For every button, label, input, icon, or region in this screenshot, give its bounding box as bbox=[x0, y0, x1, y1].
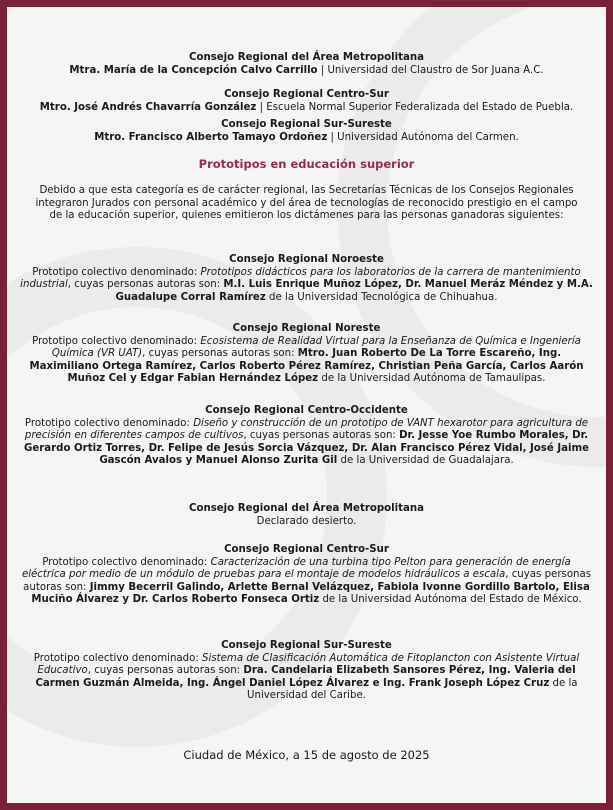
authors: Dr. Jesse Yoe Rumbo Morales, Dr. Gerardo Ortiz Torres, Dr. Felipe de Jesús Sorcia Vázquez, Dr. Alan Francisco Pérez Vidal, José Jaime Gascón Avalos y Manuel Alonso Zurita Gil bbox=[23, 430, 590, 467]
heading: Consejo Regional Noreste bbox=[232, 323, 381, 334]
award-text: Declarado desierto. bbox=[256, 515, 357, 527]
text-pre: Prototipo colectivo denominado: bbox=[32, 266, 201, 278]
award-centro-sur bbox=[19, 544, 594, 607]
text-pre: Prototipo colectivo denominado: bbox=[42, 556, 211, 568]
institution: de la Universidad de Guadalajara. bbox=[337, 455, 514, 467]
text-pre: Prototipo colectivo denominado: bbox=[33, 652, 203, 664]
person: Mtra. María de la Concepción Calvo Carrillo bbox=[69, 64, 318, 76]
document-page bbox=[7, 7, 606, 803]
text-pre: Prototipo colectivo denominado: bbox=[32, 335, 201, 347]
jury-line bbox=[17, 65, 596, 78]
award-text bbox=[19, 653, 594, 703]
institution: de la Universidad Autónoma del Estado de México. bbox=[319, 594, 582, 606]
heading: Consejo Regional Noroeste bbox=[229, 254, 384, 265]
heading: Consejo Regional del Área Metropolitana bbox=[188, 503, 424, 514]
institution: | Escuela Normal Superior Federalizada del Estado de Puebla. bbox=[256, 101, 574, 113]
authors: Mtro. Juan Roberto De La Torre Escareño, Ing. Maximiliano Ortega Ramírez, Carlos Roberto Pérez Ramírez, Christian Peña García, Carlos Aarón Muñoz Cel y Edgar Fabian Hernández López bbox=[29, 348, 584, 385]
award-text bbox=[19, 336, 594, 386]
heading: Consejo Regional Centro-Sur bbox=[224, 544, 389, 555]
heading: Consejo Regional Sur-Sureste bbox=[221, 119, 392, 130]
award-centro-occidente bbox=[19, 405, 594, 468]
institution: | Universidad del Claustro de Sor Juana A.C. bbox=[317, 64, 544, 76]
authors: Dra. Candelaria Elizabeth Sansores Pérez, Ing. Valeria del Carmen Guzmán Almeida, Ing. Ángel Daniel López Álvarez e Ing. Frank Joseph López Cruz bbox=[35, 665, 576, 689]
authors: M.I. Luis Enrique Muñoz López, Dr. Manuel Meráz Méndez y M.A. Guadalupe Corral Ramírez bbox=[115, 279, 593, 303]
prototype-title: Ecosistema de Realidad Virtual para la Enseñanza de Química e Ingeniería Química (VR UAT) bbox=[51, 335, 581, 360]
heading: Consejo Regional Centro-Occidente bbox=[205, 405, 408, 416]
institution: | Universidad Autónoma del Carmen. bbox=[327, 131, 519, 143]
award-metro bbox=[17, 503, 596, 528]
text-mid: , cuyas personas autoras son: bbox=[243, 430, 400, 442]
heading: Consejo Regional Centro-Sur bbox=[224, 89, 389, 100]
prototype-title: Prototipos didácticos para los laboratorios de la carrera de mantenimiento industrial bbox=[20, 266, 581, 291]
institution: de la Universidad Autónoma de Tamaulipas. bbox=[318, 373, 546, 385]
text-pre: Prototipo colectivo denominado: bbox=[24, 417, 194, 429]
closing-date: Ciudad de México, a 15 de agosto de 2025 bbox=[183, 748, 430, 762]
text-mid: , cuyas personas autoras son: bbox=[23, 569, 592, 593]
section-title: Prototipos en educación superior bbox=[198, 157, 415, 171]
award-noroeste bbox=[19, 254, 594, 304]
award-text bbox=[19, 418, 594, 468]
authors: Jimmy Becerril Galindo, Arlette Bernal Velázquez, Fabiola Ivonne Gordillo Bartolo, Elisa Muciño Álvarez y Dr. Carlos Roberto Fonseca Ortiz bbox=[31, 581, 590, 606]
institution: de la Universidad Tecnológica de Chihuahua. bbox=[265, 291, 498, 303]
jury-line bbox=[17, 102, 596, 115]
award-sur-sureste bbox=[19, 640, 594, 703]
jury-line bbox=[17, 132, 596, 145]
text-mid: , cuyas personas autoras son: bbox=[67, 279, 224, 291]
heading: Consejo Regional Sur-Sureste bbox=[221, 640, 392, 651]
jury-centro-sur bbox=[17, 89, 596, 114]
institution: de la Universidad del Caribe. bbox=[247, 677, 578, 702]
award-text bbox=[19, 557, 594, 607]
award-noreste bbox=[19, 323, 594, 386]
text-mid: , cuyas personas autoras son: bbox=[87, 665, 244, 677]
prototype-title: Caracterización de una turbina tipo Pelton para generación de energía eléctrica por medio de un módulo de pruebas para el montaje de modelos hidráulicos a escala bbox=[21, 556, 571, 581]
heading: Consejo Regional del Área Metropolitana bbox=[188, 52, 424, 63]
person: Mtro. José Andrés Chavarría González bbox=[39, 101, 257, 113]
prototype-title: Sistema de Clasificación Automática de Fitoplancton con Asistente Virtual Educativo bbox=[37, 652, 580, 677]
award-text bbox=[19, 267, 594, 305]
jury-metro bbox=[17, 52, 596, 77]
intro-paragraph: Debido a que esta categoría es de carácter regional, las Secretarías Técnicas de los Consejos Regionales integraron Jurados con personal académico y del área de tecnologías de reconocido prestigio en el campo de la educación superior, quienes emitieron los dictámenes para las personas ganadoras siguientes: bbox=[35, 185, 578, 222]
text-mid: , cuyas personas autoras son: bbox=[142, 348, 298, 360]
jury-sur-sureste bbox=[17, 119, 596, 144]
person: Mtro. Francisco Alberto Tamayo Ordoñez bbox=[94, 131, 328, 143]
prototype-title: Diseño y construcción de un prototipo de VANT hexarotor para agricultura de precisión en diferentes campos de cultivos bbox=[24, 417, 589, 442]
